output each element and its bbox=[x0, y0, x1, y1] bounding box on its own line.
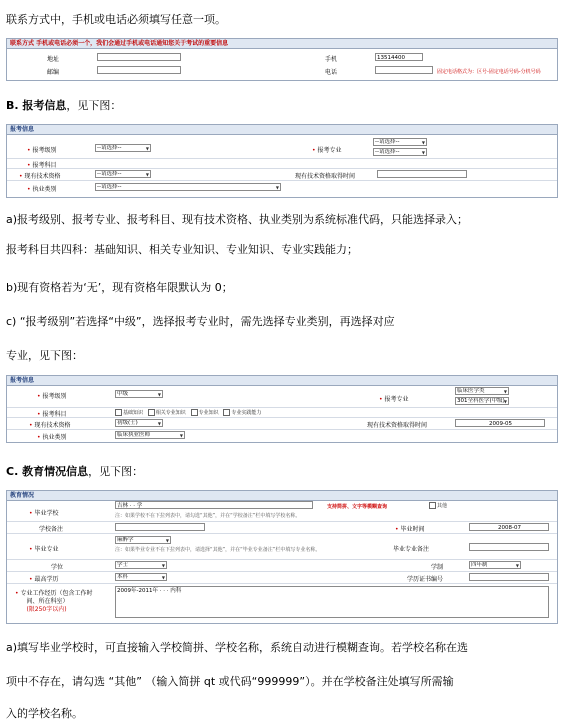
grad-major-label: • 毕业专业 bbox=[29, 546, 59, 553]
school-input[interactable]: 吉林 · · 学 bbox=[115, 501, 313, 509]
para-c-line2: 专业，见下图： bbox=[6, 349, 83, 362]
address-input[interactable] bbox=[97, 53, 181, 61]
exam2-level-label: • 报考级别 bbox=[37, 393, 67, 400]
exam-panel-screenshot-2 bbox=[6, 375, 558, 443]
grad-major-remark-input[interactable] bbox=[469, 543, 549, 551]
exam2-subject-label: • 报考科目 bbox=[37, 411, 67, 418]
postcode-label: 邮编 bbox=[47, 69, 60, 76]
grad-time-input[interactable]: 2008-07 bbox=[469, 523, 549, 531]
address-label: 地址 bbox=[47, 56, 60, 63]
school-remark-label: 学校备注 bbox=[39, 526, 64, 533]
degree-label: 学位 bbox=[51, 564, 64, 571]
tech-qual-label: • 现有技术资格 bbox=[19, 173, 61, 180]
exam2-tech-time-label: 现有技术资格取得时间 bbox=[367, 422, 428, 429]
schooling-select[interactable]: 四年制 ▼ bbox=[469, 561, 521, 569]
school-remark-input[interactable] bbox=[115, 523, 205, 531]
para-b: b)现有资格若为‘无’，现有资格年限默认为 0； bbox=[6, 281, 233, 294]
para-a: a)报考级别、报考专业、报考科目、现有技术资格、执业类别为系统标准代码，只能选择录入； bbox=[6, 213, 469, 226]
section-b-heading: B. 报考信息，见下图： bbox=[6, 99, 122, 112]
practice-category-label: • 执业类别 bbox=[27, 186, 57, 193]
exam2-level-select[interactable]: 中级 ▼ bbox=[115, 390, 163, 398]
phone-label: 电话 bbox=[325, 69, 338, 76]
exam2-subject-checkboxes[interactable]: 基础知识 相关专业知识 专业知识 专业实践能力 bbox=[115, 409, 261, 416]
para-edu-line2: 项中不存在，请勾选 “其他” （输入简拼 qt 或代码“999999”）。并在学校备注处填写所需输 bbox=[6, 675, 454, 688]
exam-major-category-select[interactable]: --请选择-- ▼ bbox=[373, 138, 427, 146]
intro-text: 联系方式中，手机或电话必须填写任意一项。 bbox=[6, 13, 226, 26]
schooling-label: 学制 bbox=[431, 564, 444, 571]
exam2-major-select[interactable]: 301全科医学(中级) ▼ bbox=[455, 397, 509, 405]
grad-major-select[interactable]: 麻醉学 ▼ bbox=[115, 536, 171, 544]
exam2-major-category-select[interactable]: 临床医学类 ▼ bbox=[455, 387, 509, 395]
cert-number-label: 学历证书编号 bbox=[407, 576, 444, 583]
grad-major-remark-label: 毕业专业备注 bbox=[393, 546, 430, 553]
edu-panel-header: 教育情况 bbox=[7, 491, 557, 501]
exam-level-label: • 报考级别 bbox=[27, 147, 57, 154]
para-c-line1: c) “报考级别”若选择“中级”，选择报考专业时，需先选择专业类别，再选择对应 bbox=[6, 315, 395, 328]
grad-major-note: 注：如果毕业专业不在下拉列表中，请选择“其他”，并在“毕业专业备注”栏中填写专业名称。 bbox=[115, 547, 321, 553]
tech-qual-select[interactable]: --请选择-- ▼ bbox=[95, 170, 151, 178]
contact-panel-screenshot bbox=[6, 38, 558, 81]
cert-number-input[interactable] bbox=[469, 573, 549, 581]
school-note: 注：如果学校不在下拉列表中，请勾选“其他”，并在“学校备注”栏中填写学校名称。 bbox=[115, 513, 301, 519]
school-label: • 毕业学校 bbox=[29, 510, 59, 517]
tech-qual-time-label: 现有技术资格取得时间 bbox=[295, 173, 356, 180]
exam2-tech-select[interactable]: 初级(士) ▼ bbox=[115, 419, 163, 427]
mobile-label: 手机 bbox=[325, 56, 338, 63]
para-subjects: 报考科目共四科：基础知识、相关专业知识、专业知识、专业实践能力； bbox=[6, 243, 358, 256]
education-label: • 最高学历 bbox=[29, 576, 59, 583]
exam-panel-2-header: 报考信息 bbox=[7, 376, 557, 386]
exam2-practice-label: • 执业类别 bbox=[37, 434, 67, 441]
grad-time-label: • 毕业时间 bbox=[395, 526, 425, 533]
mobile-input[interactable]: 13514400 bbox=[375, 53, 423, 61]
experience-textarea[interactable]: 2009年-2011年 · · · 内科 bbox=[115, 586, 549, 618]
phone-input[interactable] bbox=[375, 66, 433, 74]
exam-panel-screenshot-1 bbox=[6, 124, 558, 198]
exam2-tech-label: • 现有技术资格 bbox=[29, 422, 71, 429]
section-c-heading: C. 教育情况信息，见下图： bbox=[6, 465, 144, 478]
tech-qual-time-input[interactable] bbox=[377, 170, 467, 178]
exam-panel-1-header: 报考信息 bbox=[7, 125, 557, 135]
education-panel-screenshot bbox=[6, 490, 558, 624]
school-other-checkbox[interactable]: 其他 bbox=[429, 502, 447, 509]
para-edu-line3: 入的学校名称。 bbox=[6, 707, 83, 720]
practice-category-select[interactable]: --请选择-- ▼ bbox=[95, 183, 281, 191]
school-search-hint: 支持简拼、文字等模糊查询 bbox=[327, 504, 388, 510]
exam2-practice-select[interactable]: 临床执业医师 ▼ bbox=[115, 431, 185, 439]
exam-level-select[interactable]: --请选择-- ▼ bbox=[95, 144, 151, 152]
exam-major-label: • 报考专业 bbox=[312, 147, 342, 154]
postcode-input[interactable] bbox=[97, 66, 181, 74]
experience-label: • 专业工作经历（包含工作时 间、所在科室） (限250字以内) bbox=[15, 590, 93, 613]
phone-format-note: 固定电话格式为：区号-固定电话号码-分机号码 bbox=[437, 69, 541, 75]
contact-panel-header: 联系方式 手机或电话必须一个，我们会通过手机或电话通知您关于考试的重要信息 bbox=[7, 39, 557, 49]
exam2-tech-time-input[interactable]: 2009-05 bbox=[455, 419, 545, 427]
exam-major-select[interactable]: --请选择-- ▼ bbox=[373, 148, 427, 156]
exam2-major-label: • 报考专业 bbox=[379, 396, 409, 403]
education-select[interactable]: 本科 ▼ bbox=[115, 573, 167, 581]
degree-select[interactable]: 学士 ▼ bbox=[115, 561, 167, 569]
exam-subject-label: • 报考科目 bbox=[27, 162, 57, 169]
para-edu-line1: a)填写毕业学校时，可直接输入学校简拼、学校名称，系统自动进行模糊查询。若学校名称在选 bbox=[6, 641, 469, 654]
